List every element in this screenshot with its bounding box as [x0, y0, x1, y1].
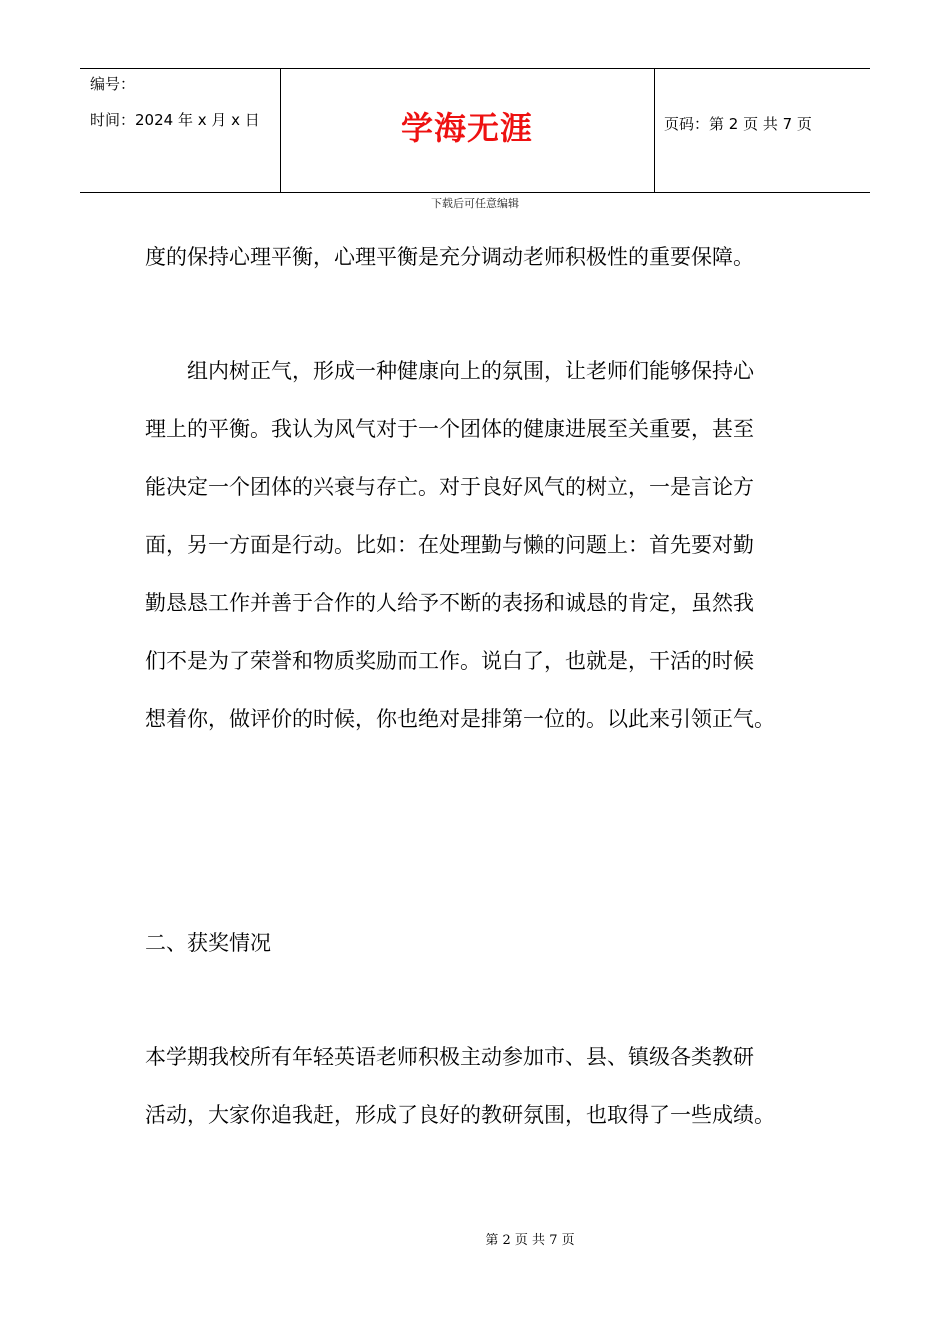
edit-watermark: 下载后可任意编辑 — [431, 197, 519, 210]
paragraph-line: 能决定一个团体的兴衰与存亡。对于良好风气的树立，一是言论方 — [145, 475, 754, 499]
brand-title: 学海无涯 — [400, 109, 533, 147]
paragraph-line: 面，另一方面是行动。比如：在处理勤与懒的问题上：首先要对勤 — [145, 533, 754, 557]
section-heading-text: 二、获奖情况 — [145, 931, 271, 955]
body-paragraph-3 — [145, 1028, 835, 1144]
paragraph-line: 想着你，做评价的时候，你也绝对是排第一位的。以此来引领正气。 — [145, 707, 775, 731]
paragraph-line: 度的保持心理平衡，心理平衡是充分调动老师积极性的重要保障。 — [145, 245, 754, 269]
document-date-label: 时间：2024 年 x 月 x 日 — [90, 111, 260, 129]
header-page-info: 页码：第 2 页 共 7 页 — [664, 115, 812, 133]
page-footer: 第 2 页 共 7 页 — [485, 1233, 575, 1248]
paragraph-line: 组内树正气，形成一种健康向上的氛围，让老师们能够保持心 — [145, 359, 754, 383]
document-header — [80, 68, 870, 193]
section-heading-awards — [145, 914, 835, 972]
header-divider-right — [654, 69, 655, 192]
body-paragraph-1 — [145, 228, 835, 286]
paragraph-line: 理上的平衡。我认为风气对于一个团体的健康进展至关重要，甚至 — [145, 417, 754, 441]
paragraph-line: 本学期我校所有年轻英语老师积极主动参加市、县、镇级各类教研 — [145, 1045, 754, 1069]
document-number-label: 编号： — [90, 75, 136, 93]
paragraph-line: 们不是为了荣誉和物质奖励而工作。说白了，也就是，干活的时候 — [145, 649, 754, 673]
body-paragraph-2 — [145, 342, 835, 748]
paragraph-line: 勤恳恳工作并善于合作的人给予不断的表扬和诚恳的肯定，虽然我 — [145, 591, 754, 615]
paragraph-line: 活动，大家你追我赶，形成了良好的教研氛围，也取得了一些成绩。 — [145, 1103, 775, 1127]
